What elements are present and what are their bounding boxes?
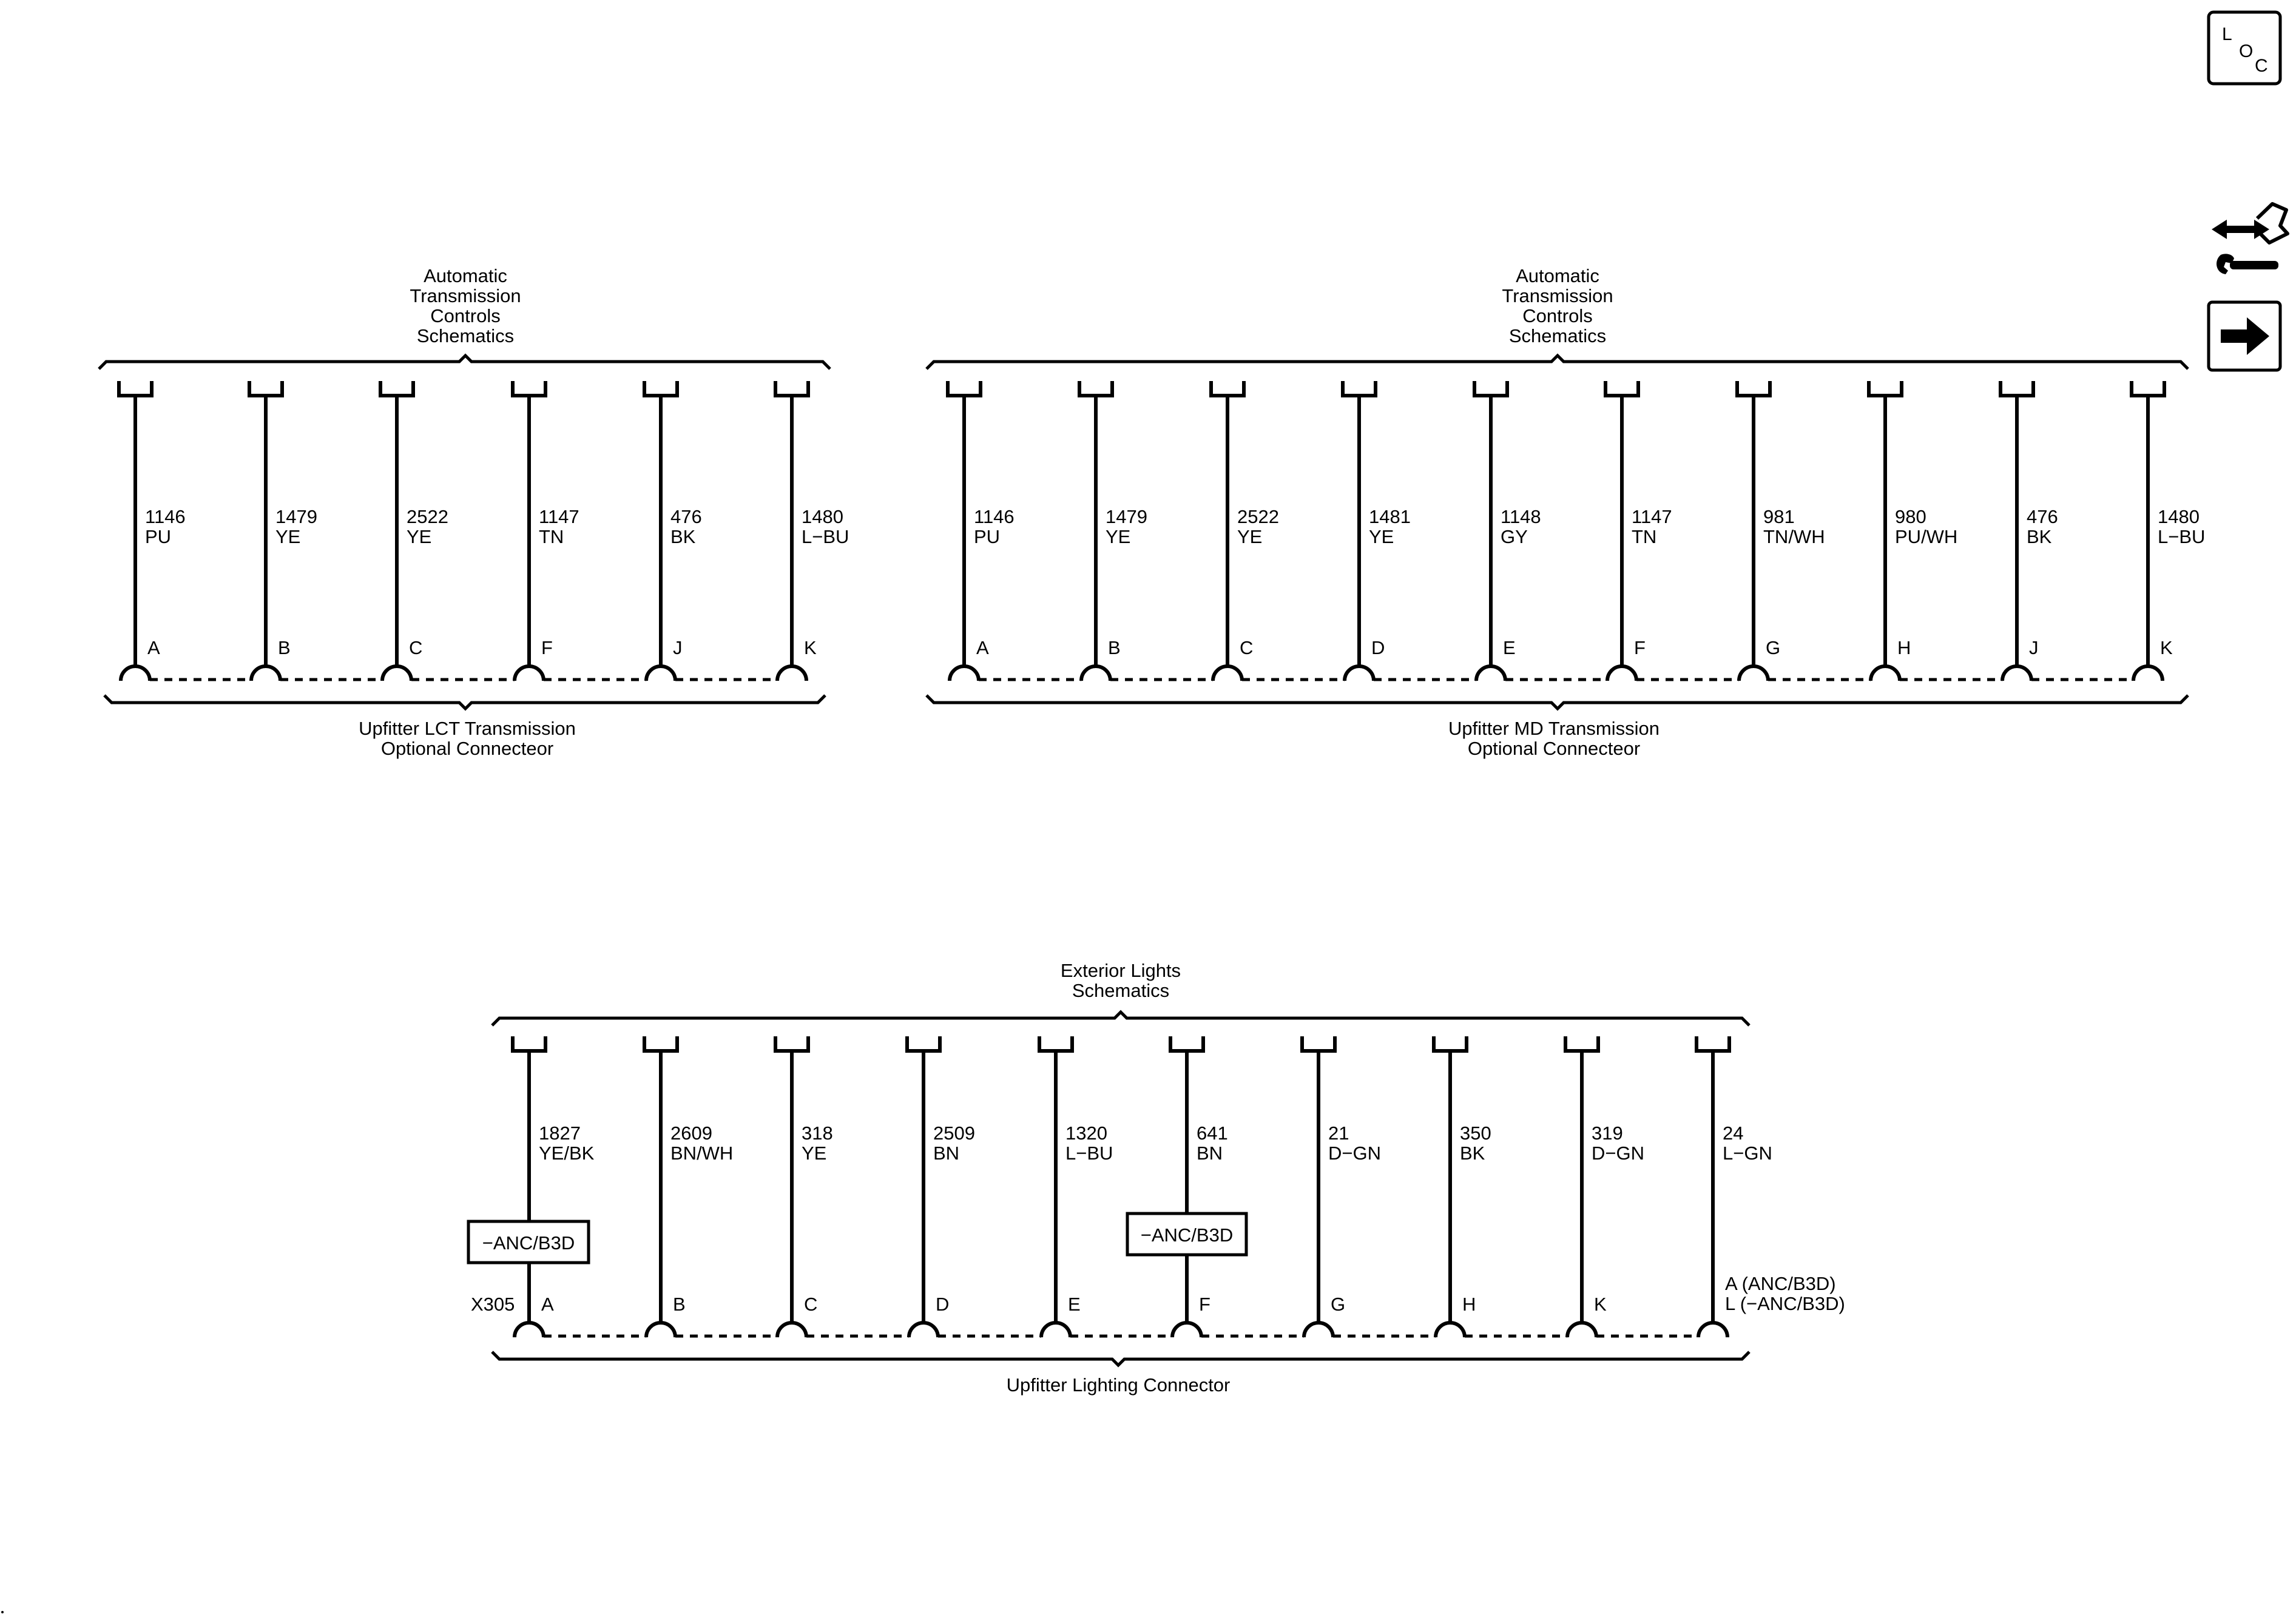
pin-label: C	[1240, 637, 1254, 658]
pin-terminal	[1345, 666, 1374, 681]
wire-circuit: 2522	[1237, 506, 1279, 527]
wire-connector-top	[2132, 381, 2164, 396]
wire	[2132, 381, 2205, 681]
wire-color: YE	[1237, 526, 1263, 547]
wire-color: L−BU	[2158, 526, 2206, 547]
corner-dot	[1, 1611, 4, 1613]
wire	[1211, 381, 1279, 681]
group-md	[927, 265, 2205, 759]
wire-connector-top	[1697, 1036, 1729, 1051]
wire-circuit: 318	[802, 1122, 833, 1144]
lct-bottom-label-2: Optional Connecteor	[380, 738, 554, 759]
md-top-label-4: Schematics	[1508, 325, 1607, 346]
wire-color: YE	[1369, 526, 1394, 547]
wire-circuit: 1479	[275, 506, 317, 527]
pin-terminal	[1739, 666, 1768, 681]
wire-connector-top	[1434, 1036, 1467, 1051]
option-box	[1127, 1214, 1246, 1255]
wire	[1737, 381, 1825, 681]
wire	[948, 381, 1015, 681]
wire	[513, 381, 579, 681]
wire-connector-top	[1302, 1036, 1335, 1051]
wire-circuit: 350	[1460, 1122, 1491, 1144]
pin-label: G	[1331, 1294, 1346, 1315]
wire	[1869, 381, 1957, 681]
pin-terminal	[1607, 666, 1636, 681]
pin-terminal	[2002, 666, 2031, 681]
wire-color: BN/WH	[670, 1143, 734, 1164]
wire-connector-top	[1474, 381, 1507, 396]
wire-circuit: 2509	[933, 1122, 975, 1144]
pin-terminal	[646, 666, 675, 681]
wire	[644, 381, 702, 681]
wire	[907, 1036, 975, 1337]
pin-terminal	[515, 666, 544, 681]
lct-top-label-1: Automatic	[424, 265, 507, 286]
wire	[1565, 1036, 1644, 1337]
wire	[775, 381, 849, 681]
pin-terminal	[382, 666, 411, 681]
wire-color: PU	[974, 526, 1001, 547]
md-top-label-2: Transmission	[1502, 285, 1613, 306]
md-bottom-bracket	[927, 695, 2188, 709]
pin-terminal	[1567, 1323, 1596, 1337]
wire-connector-top	[2001, 381, 2033, 396]
lct-bottom-label-1: Upfitter LCT Transmission	[359, 718, 576, 739]
wire-color: BN	[1197, 1143, 1223, 1164]
lighting-top-label-1: Exterior Lights	[1060, 960, 1181, 981]
wire-color: PU/WH	[1895, 526, 1958, 547]
pin-terminal	[1041, 1323, 1070, 1337]
pin-terminal	[1304, 1323, 1333, 1337]
md-bottom-label-1: Upfitter MD Transmission	[1448, 718, 1660, 739]
pin-label: G	[1766, 637, 1781, 658]
wire-circuit: 2609	[670, 1122, 712, 1144]
wire	[1474, 381, 1541, 681]
pin-terminal	[121, 666, 150, 681]
wire-connector-top	[644, 1036, 677, 1051]
wire-connector-top	[948, 381, 981, 396]
wire-circuit: 1479	[1106, 506, 1147, 527]
wire-circuit: 1320	[1065, 1122, 1107, 1144]
group-lighting	[468, 960, 1845, 1396]
wire-connector-top	[513, 1036, 545, 1051]
option-label: −ANC/B3D	[482, 1232, 575, 1254]
lct-top-label-2: Transmission	[410, 285, 521, 306]
wire-connector-top	[380, 381, 413, 396]
wire-circuit: 1147	[1632, 506, 1672, 527]
lct-top-label-3: Controls	[430, 305, 501, 326]
lct-top-label-4: Schematics	[416, 325, 515, 346]
wire-circuit: 1481	[1369, 506, 1411, 527]
lighting-top-label-2: Schematics	[1072, 980, 1170, 1001]
pin-label: D	[936, 1294, 950, 1315]
repair-procedure-icon[interactable]	[2212, 204, 2288, 274]
wire-circuit: 2522	[407, 506, 448, 527]
pin-label: D	[1371, 637, 1385, 658]
wire	[1039, 1036, 1113, 1337]
md-top-label-3: Controls	[1522, 305, 1593, 326]
lct-top-bracket	[99, 356, 830, 369]
wire	[1079, 381, 1147, 681]
loc-letter-l: L	[2222, 24, 2232, 44]
wire	[249, 381, 317, 681]
pin-terminal	[2133, 666, 2163, 681]
wire-circuit: 476	[670, 506, 702, 527]
pin-label: B	[1108, 637, 1121, 658]
wire-connector-top	[775, 381, 808, 396]
wire-connector-top	[1039, 1036, 1072, 1051]
wire-color: TN/WH	[1763, 526, 1825, 547]
wire-circuit: 1146	[145, 506, 186, 527]
wire	[468, 1036, 595, 1337]
pin-label: F	[1634, 637, 1646, 658]
wire-connector-top	[1737, 381, 1770, 396]
wire-color: TN	[1632, 526, 1657, 547]
pin-terminal	[251, 666, 280, 681]
wire-connector-top	[1343, 381, 1376, 396]
pin-label: A	[147, 637, 160, 658]
pin-label: E	[1503, 637, 1516, 658]
wire-connector-top	[1079, 381, 1112, 396]
wire-color: L−BU	[1065, 1143, 1113, 1164]
wire-color: YE	[802, 1143, 827, 1164]
pin-label: B	[278, 637, 291, 658]
wire	[1302, 1036, 1381, 1337]
pin-terminal	[1081, 666, 1110, 681]
wire-circuit: 980	[1895, 506, 1926, 527]
pin-label: E	[1068, 1294, 1081, 1315]
wire-connector-top	[249, 381, 282, 396]
pin-label: J	[2029, 637, 2039, 658]
pin-terminal	[777, 1323, 806, 1337]
wire-connector-top	[1869, 381, 1902, 396]
lct-bottom-bracket	[104, 695, 825, 709]
wire-circuit: 1480	[2158, 506, 2200, 527]
wire	[1606, 381, 1672, 681]
wire-circuit: 21	[1328, 1122, 1349, 1144]
wire-color: BK	[670, 526, 696, 547]
wire-color: BK	[2027, 526, 2052, 547]
wire-color: TN	[539, 526, 564, 547]
group-lct	[99, 265, 849, 759]
wire	[1343, 381, 1411, 681]
wire	[2001, 381, 2058, 681]
wire-circuit: 981	[1763, 506, 1795, 527]
wire-connector-top	[907, 1036, 940, 1051]
wire-color: BK	[1460, 1143, 1485, 1164]
wire-color: GY	[1501, 526, 1528, 547]
wire-color: BN	[933, 1143, 960, 1164]
pin-label: H	[1462, 1294, 1476, 1315]
loc-letter-o: O	[2239, 41, 2254, 61]
pin-label: A	[976, 637, 989, 658]
wire-circuit: 319	[1592, 1122, 1623, 1144]
pin-terminal	[1871, 666, 1900, 681]
wire-connector-top	[1170, 1036, 1203, 1051]
pin-label: F	[541, 637, 553, 658]
pin-label: B	[673, 1294, 686, 1315]
md-bottom-label-2: Optional Connecteor	[1467, 738, 1641, 759]
pin-terminal	[777, 666, 806, 681]
pin-terminal	[909, 1323, 938, 1337]
wire-circuit: 1480	[802, 506, 843, 527]
wire-connector-top	[1565, 1036, 1598, 1051]
wire-color: L−GN	[1723, 1143, 1772, 1164]
wire-connector-top	[775, 1036, 808, 1051]
lighting-bottom-bracket	[492, 1352, 1749, 1365]
wire-color: YE	[1106, 526, 1131, 547]
pin-label: H	[1897, 637, 1911, 658]
wire	[380, 381, 448, 681]
pin-label: K	[804, 637, 817, 658]
pin-terminal	[1476, 666, 1505, 681]
connector-id-label: X305	[471, 1294, 515, 1315]
pin-terminal	[950, 666, 979, 681]
wire-circuit: 1147	[539, 506, 579, 527]
md-top-label-1: Automatic	[1516, 265, 1599, 286]
loc-button[interactable]	[2209, 12, 2280, 84]
pin-label: C	[804, 1294, 818, 1315]
pin-terminal	[1436, 1323, 1465, 1337]
pin-label: F	[1199, 1294, 1210, 1315]
wire-circuit: 1827	[539, 1122, 581, 1144]
wire	[775, 1036, 833, 1337]
pin-label: K	[2160, 637, 2173, 658]
wire-circuit: 1148	[1501, 506, 1541, 527]
pin-terminal	[1698, 1323, 1727, 1337]
wire-connector-top	[644, 381, 677, 396]
wire	[1127, 1036, 1246, 1337]
wire	[119, 381, 186, 681]
pin-label: A (ANC/B3D)	[1725, 1273, 1836, 1294]
wire-connector-top	[1606, 381, 1638, 396]
wire-connector-top	[513, 381, 545, 396]
wire-circuit: 476	[2027, 506, 2058, 527]
wire-color: YE/BK	[539, 1143, 595, 1164]
lighting-bottom-label: Upfitter Lighting Connector	[1006, 1374, 1231, 1396]
wire-connector-top	[119, 381, 152, 396]
wire-color: D−GN	[1592, 1143, 1644, 1164]
wire-color: D−GN	[1328, 1143, 1381, 1164]
wire-circuit: 24	[1723, 1122, 1744, 1144]
wire-color: L−BU	[802, 526, 849, 547]
pin-label: C	[409, 637, 423, 658]
pin-terminal	[1172, 1323, 1201, 1337]
pin-label: A	[541, 1294, 554, 1315]
wire-color: YE	[275, 526, 301, 547]
loc-letter-c: C	[2255, 56, 2268, 76]
wire-color: PU	[145, 526, 172, 547]
wire	[644, 1036, 733, 1337]
md-wires	[948, 381, 2205, 681]
next-page-button[interactable]	[2209, 302, 2280, 370]
pin-terminal	[515, 1323, 544, 1337]
md-top-bracket	[927, 356, 2188, 369]
option-box	[468, 1221, 589, 1263]
wire-color: YE	[407, 526, 432, 547]
lct-wires	[119, 381, 849, 681]
wire	[1434, 1036, 1491, 1337]
lighting-wires	[468, 1036, 1845, 1337]
pin-label: J	[673, 637, 683, 658]
pin-terminal	[1213, 666, 1242, 681]
option-label: −ANC/B3D	[1140, 1224, 1234, 1246]
lighting-top-bracket	[492, 1012, 1749, 1025]
wire	[1697, 1036, 1845, 1337]
pin-terminal	[646, 1323, 675, 1337]
wire-circuit: 1146	[974, 506, 1015, 527]
wire-connector-top	[1211, 381, 1244, 396]
wire-circuit: 641	[1197, 1122, 1228, 1144]
pin-label: K	[1594, 1294, 1607, 1315]
pin-label: L (−ANC/B3D)	[1725, 1293, 1845, 1314]
